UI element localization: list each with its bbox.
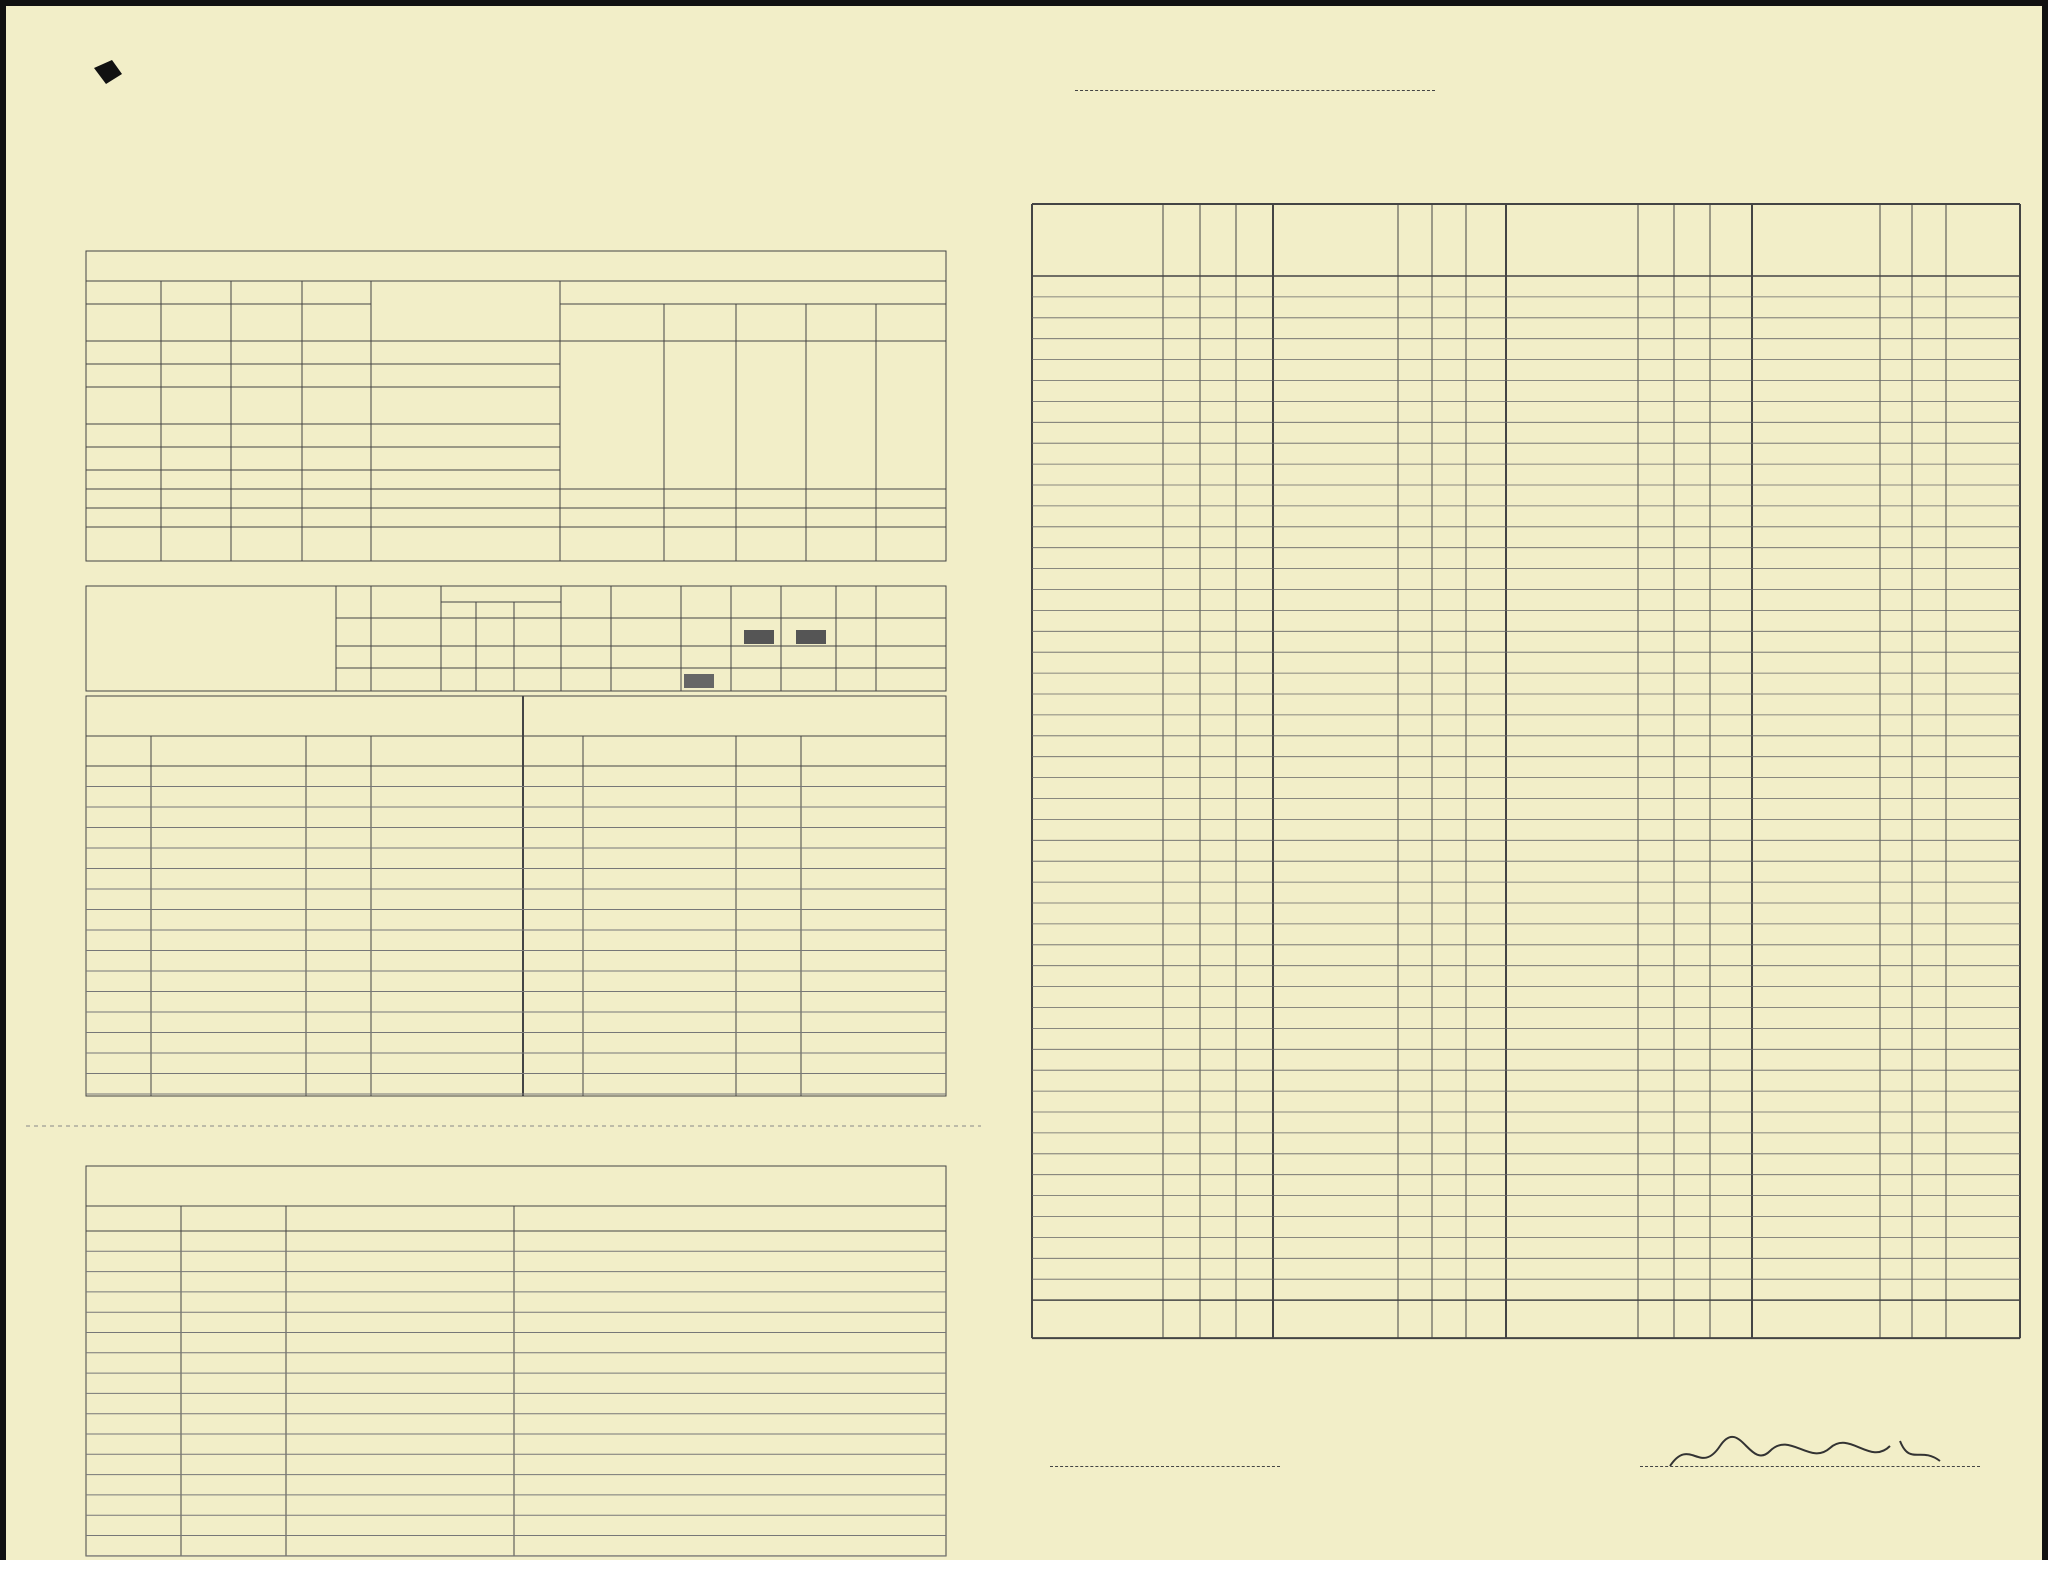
- despatch-line: [1050, 1466, 1280, 1467]
- commander-signature: [1660, 1426, 1960, 1486]
- archive-footer: [0, 1560, 2048, 1580]
- pen-mark-icon: [94, 60, 122, 84]
- page-2-rules: [1000, 6, 2042, 1560]
- form-page-1: [6, 6, 1000, 1560]
- form-page-2: [1000, 6, 2042, 1560]
- page-1-rules: [6, 6, 1000, 1560]
- redaction-mark: [744, 630, 774, 644]
- unit-line: [1075, 90, 1435, 92]
- redaction-mark: [684, 674, 714, 688]
- redaction-mark: [796, 630, 826, 644]
- signature-line: [1640, 1466, 1980, 1467]
